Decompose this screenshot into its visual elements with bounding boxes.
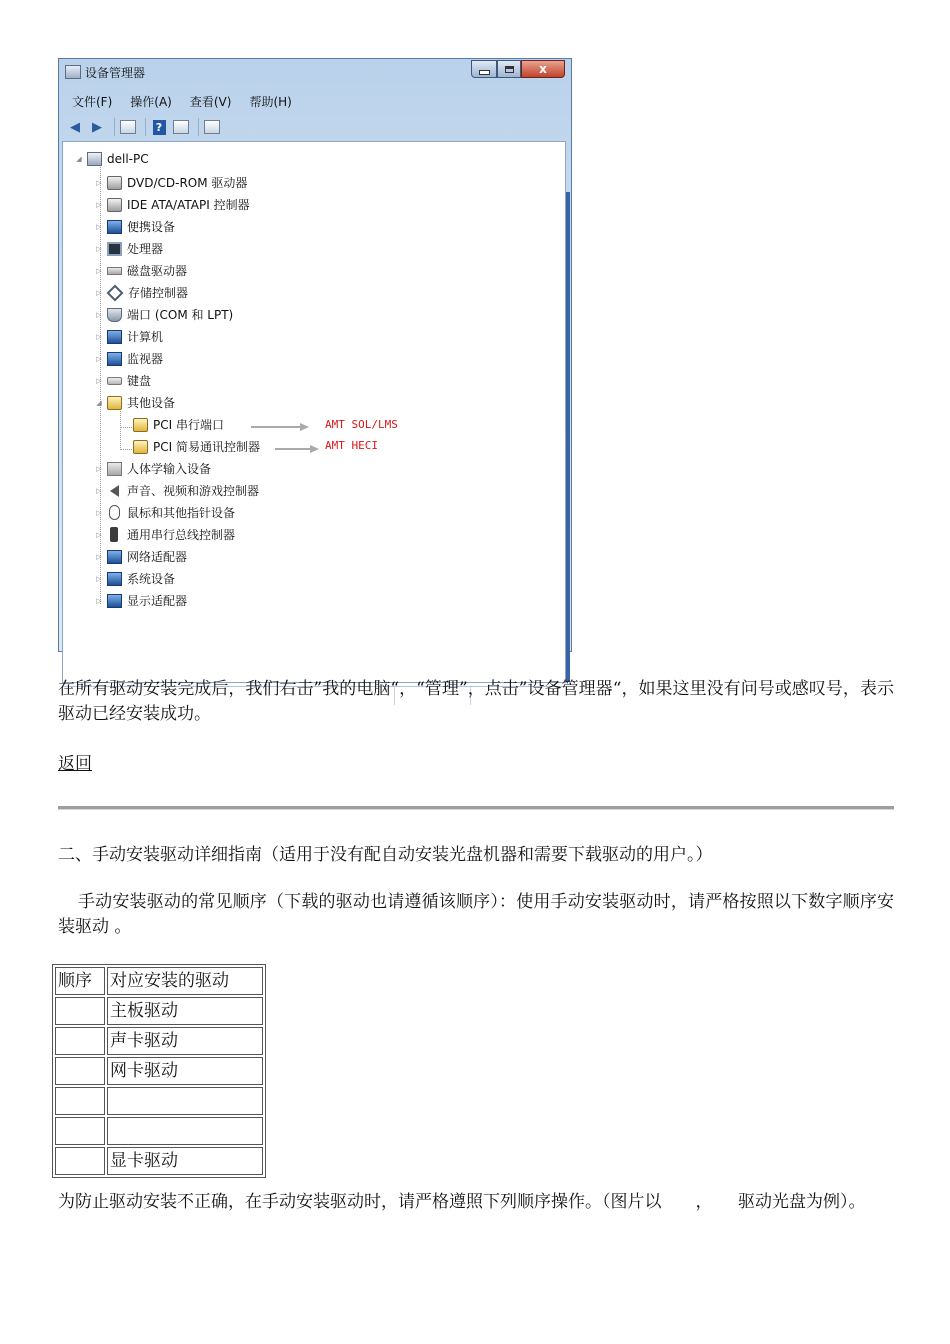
tree-item-label: 端口 (COM 和 LPT) xyxy=(127,308,234,322)
table-row xyxy=(55,1027,263,1055)
table-cell: 显卡驱动 xyxy=(107,1147,263,1175)
tree-guide-line xyxy=(120,449,132,450)
tree-item-keyboard[interactable] xyxy=(95,372,151,389)
tree-item-network[interactable] xyxy=(95,548,187,565)
help-button[interactable] xyxy=(150,118,168,136)
tree-item-computer[interactable] xyxy=(95,328,163,345)
tree-item-processor[interactable] xyxy=(95,240,163,257)
expand-arrow-icon[interactable]: ▷ xyxy=(96,244,102,253)
minimize-button[interactable] xyxy=(471,60,497,78)
annotation-arrow xyxy=(251,426,301,428)
tree-item-label: DVD/CD-ROM 驱动器 xyxy=(127,176,248,190)
forward-arrow-icon[interactable]: ▶ xyxy=(92,119,102,135)
section-title: 二、手动安装驱动详细指南（适用于没有配自动安装光盘机器和需要下载驱动的用户。） xyxy=(58,845,713,865)
expand-arrow-icon[interactable]: ▷ xyxy=(96,354,102,363)
tree-item-label: 显示适配器 xyxy=(127,594,188,608)
monitor-icon xyxy=(107,352,122,366)
table-row xyxy=(55,1117,263,1145)
warning-device-icon xyxy=(133,418,148,432)
computer-icon xyxy=(87,152,102,166)
menu-bar xyxy=(60,90,570,112)
caption-buttons xyxy=(471,60,565,78)
ide-controller-icon xyxy=(107,198,122,212)
warning-device-icon xyxy=(133,440,148,454)
expand-arrow-icon[interactable]: ▷ xyxy=(96,464,102,473)
annotation-amt-sol: AMT SOL/LMS xyxy=(325,418,398,431)
expand-arrow-icon[interactable]: ▷ xyxy=(96,508,102,517)
toolbar-separator xyxy=(198,118,199,136)
scan-hardware-button[interactable] xyxy=(203,118,221,136)
table-cell xyxy=(55,1057,105,1085)
title-bar[interactable] xyxy=(59,59,571,85)
disk-drive-icon xyxy=(107,267,122,275)
scrollbar[interactable] xyxy=(566,192,570,682)
expand-arrow-icon[interactable]: ▷ xyxy=(96,310,102,319)
arrow-head-icon xyxy=(310,445,319,453)
tree-item-label: 声音、视频和游戏控制器 xyxy=(127,484,260,498)
tree-item-label: 网络适配器 xyxy=(127,550,188,564)
tree-subitem-pci-serial[interactable] xyxy=(133,416,224,433)
hid-icon xyxy=(107,462,122,476)
tree-item-label: 人体学输入设备 xyxy=(127,462,212,476)
table-header-cell: 对应安装的驱动 xyxy=(107,967,263,995)
tree-item-usb[interactable] xyxy=(95,526,235,543)
tree-item-other-devices[interactable] xyxy=(95,394,175,411)
tree-item-label: 鼠标和其他指针设备 xyxy=(127,506,236,520)
tree-item-label: 便携设备 xyxy=(127,220,176,234)
tree-item-hid[interactable] xyxy=(95,460,211,477)
expand-arrow-icon[interactable]: ▷ xyxy=(96,574,102,583)
window-title: 设备管理器 xyxy=(85,66,146,80)
device-manager-icon xyxy=(65,65,81,79)
section-divider xyxy=(58,806,894,810)
tree-subitem-label: PCI 简易通讯控制器 xyxy=(153,440,260,454)
menu-action[interactable]: 操作(A) xyxy=(130,94,172,109)
menu-view[interactable]: 查看(V) xyxy=(189,94,232,109)
annotation-arrow xyxy=(275,448,311,450)
tree-subitem-pci-comm[interactable] xyxy=(133,438,260,455)
display-adapter-icon xyxy=(107,594,122,608)
install-order-paragraph: 手动安装驱动的常见顺序（下载的驱动也请遵循该顺序）：使用手动安装驱动时，请严格按照以下数字顺序安装驱动 。 xyxy=(58,892,894,937)
table-cell xyxy=(55,997,105,1025)
table-header-row xyxy=(55,967,263,995)
network-adapter-icon xyxy=(107,550,122,564)
tree-item-ports[interactable] xyxy=(95,306,233,323)
arrow-head-icon xyxy=(300,423,309,431)
expand-arrow-icon[interactable]: ▷ xyxy=(96,288,102,297)
table-header-cell: 顺序 xyxy=(55,967,105,995)
tree-item-label: 监视器 xyxy=(127,352,164,366)
table-cell xyxy=(55,1027,105,1055)
toolbar xyxy=(60,115,570,139)
tree-item-label: 键盘 xyxy=(127,374,152,388)
install-complete-paragraph: 在所有驱动安装完成后，我们右击”我的电脑“，“管理”，点击”设备管理器“，如果这里没有问号或感叹号，表示驱动已经安装成功。 xyxy=(58,679,894,724)
mouse-icon xyxy=(109,505,120,520)
system-device-icon xyxy=(107,572,122,586)
properties-button[interactable] xyxy=(172,118,190,136)
table-cell xyxy=(107,1087,263,1115)
table-row xyxy=(55,1087,263,1115)
toolbar-separator xyxy=(114,118,115,136)
maximize-icon xyxy=(505,66,514,73)
tree-item-label: 计算机 xyxy=(127,330,164,344)
tree-item-mouse[interactable] xyxy=(95,504,235,521)
menu-help[interactable]: 帮助(H) xyxy=(249,94,292,109)
tree-item-ide[interactable] xyxy=(95,196,250,213)
port-icon xyxy=(107,308,122,322)
tree-subitem-label: PCI 串行端口 xyxy=(153,418,224,432)
table-cell xyxy=(55,1087,105,1115)
close-button[interactable] xyxy=(521,60,565,78)
console-tree-icon xyxy=(120,120,136,134)
table-cell xyxy=(55,1117,105,1145)
tree-item-label: 处理器 xyxy=(127,242,164,256)
expand-arrow-icon[interactable]: ▷ xyxy=(96,332,102,341)
tree-item-system[interactable] xyxy=(95,570,175,587)
driver-order-table xyxy=(52,964,266,1178)
computer-icon xyxy=(107,330,122,344)
tree-item-label: 磁盘驱动器 xyxy=(127,264,188,278)
tree-item-display[interactable] xyxy=(95,592,187,609)
tree-item-monitor[interactable] xyxy=(95,350,163,367)
minimize-icon xyxy=(479,70,490,75)
expand-arrow-icon[interactable]: ▷ xyxy=(96,486,102,495)
collapse-arrow-icon[interactable]: ◢ xyxy=(76,155,82,163)
tree-root[interactable] xyxy=(75,152,149,166)
back-arrow-icon[interactable]: ◀ xyxy=(70,119,80,135)
processor-icon xyxy=(107,242,122,256)
annotation-amt-heci: AMT HECI xyxy=(325,439,378,452)
tree-item-storage[interactable] xyxy=(95,284,188,301)
unknown-device-icon xyxy=(107,396,122,410)
storage-controller-icon xyxy=(107,284,124,301)
tree-item-disk[interactable] xyxy=(95,262,187,279)
table-cell xyxy=(55,1147,105,1175)
table-row xyxy=(55,1147,263,1175)
table-cell: 网卡驱动 xyxy=(107,1057,263,1085)
help-icon: ? xyxy=(153,120,166,135)
speaker-icon xyxy=(110,485,119,497)
tree-item-label: 存储控制器 xyxy=(128,286,189,300)
expand-arrow-icon[interactable]: ▷ xyxy=(96,376,102,385)
usb-icon xyxy=(110,527,118,542)
expand-arrow-icon[interactable]: ▷ xyxy=(96,596,102,605)
tree-item-sound[interactable] xyxy=(95,482,259,499)
table-row xyxy=(55,997,263,1025)
menu-file[interactable]: 文件(F) xyxy=(72,94,113,109)
tree-item-label: 系统设备 xyxy=(127,572,176,586)
table-cell: 声卡驱动 xyxy=(107,1027,263,1055)
tree-item-dvd[interactable] xyxy=(95,174,247,191)
expand-arrow-icon[interactable]: ▷ xyxy=(96,178,102,187)
expand-arrow-icon[interactable]: ▷ xyxy=(96,530,102,539)
dvd-drive-icon xyxy=(107,176,122,190)
expand-arrow-icon[interactable]: ▷ xyxy=(96,222,102,231)
expand-arrow-icon[interactable]: ▷ xyxy=(96,552,102,561)
scan-hardware-icon xyxy=(204,120,220,134)
expand-arrow-icon[interactable]: ▷ xyxy=(96,200,102,209)
expand-arrow-icon[interactable]: ▷ xyxy=(96,266,102,275)
tree-guide-line xyxy=(120,427,132,428)
tree-item-label: IDE ATA/ATAPI 控制器 xyxy=(127,198,250,212)
table-cell xyxy=(107,1117,263,1145)
close-icon: x xyxy=(539,62,547,76)
keyboard-icon xyxy=(107,377,122,385)
device-manager-window xyxy=(58,58,572,652)
table-cell: 主板驱动 xyxy=(107,997,263,1025)
caution-paragraph: 为防止驱动安装不正确，在手动安装驱动时，请严格遵照下列顺序操作。（图片以 ， 驱动光盘为例）。 xyxy=(58,1192,866,1212)
device-tree[interactable] xyxy=(62,141,566,683)
tree-root-label: dell-PC xyxy=(107,152,149,166)
portable-device-icon xyxy=(107,220,122,234)
tree-item-label: 通用串行总线控制器 xyxy=(127,528,236,542)
tree-item-portable[interactable] xyxy=(95,218,175,235)
show-hide-tree-button[interactable] xyxy=(119,118,137,136)
tree-item-label: 其他设备 xyxy=(127,396,176,410)
table-row xyxy=(55,1057,263,1085)
toolbar-separator xyxy=(145,118,146,136)
properties-icon xyxy=(173,120,189,134)
back-link[interactable]: 返回 xyxy=(58,754,92,774)
collapse-arrow-icon[interactable]: ◢ xyxy=(96,398,102,407)
maximize-button[interactable] xyxy=(497,60,521,78)
